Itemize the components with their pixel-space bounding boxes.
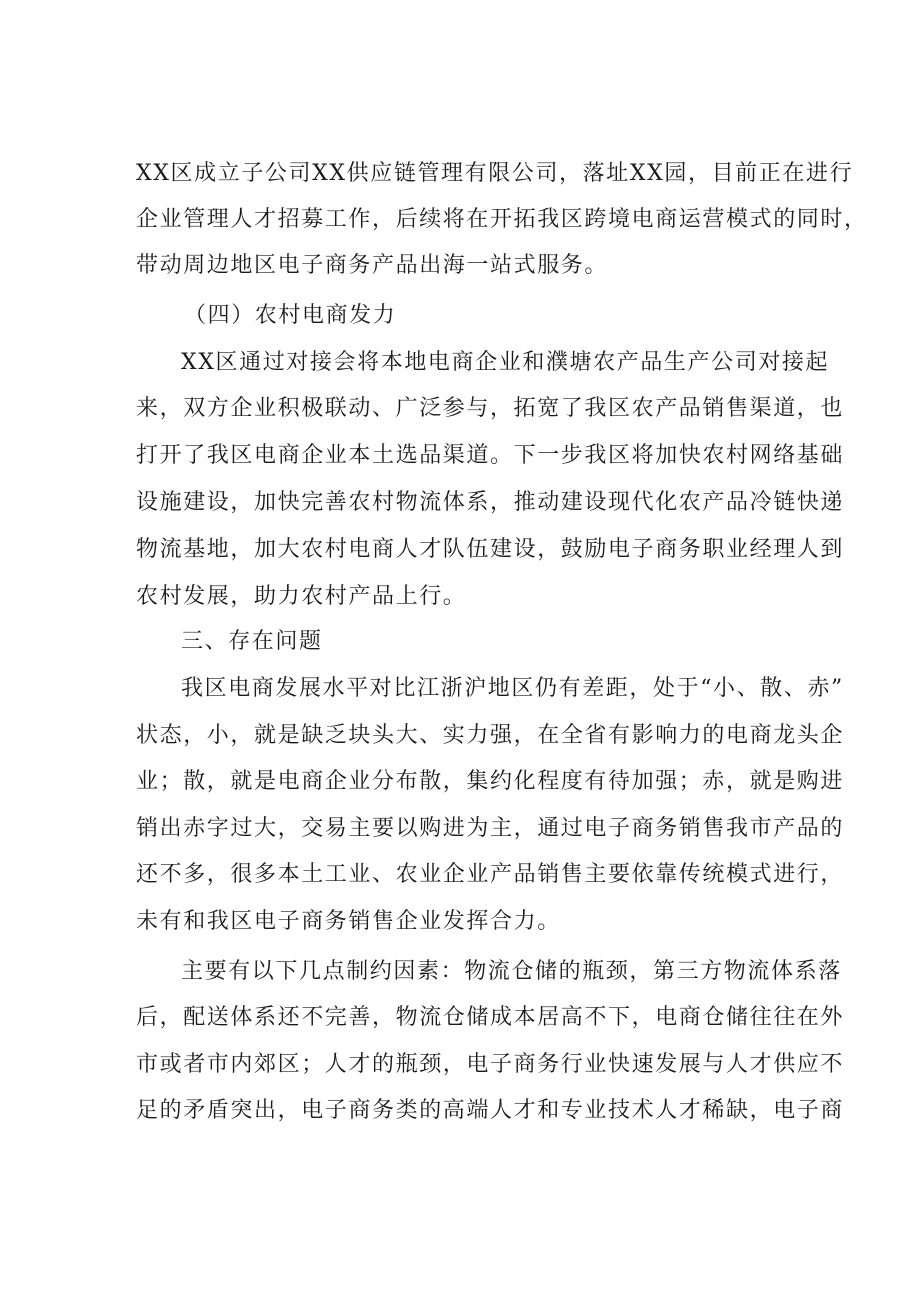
paragraph-line: 来，双方企业积极联动、广泛参与，拓宽了我区农产品销售渠道，也 [136, 396, 845, 421]
paragraph-line: 足的矛盾突出，电子商务类的高端人才和专业技术人才稀缺，电子商 [136, 1098, 845, 1123]
paragraph-line: 我区电商发展水平对比江浙沪地区仍有差距，处于“小、散、赤” [181, 676, 844, 701]
paragraph-line: 打开了我区电商企业本土选品渠道。下一步我区将加快农村网络基础 [136, 443, 845, 468]
paragraph-line: XX区成立子公司XX供应链管理有限公司，落址XX园，目前正在进行 [136, 161, 854, 186]
paragraph-line: 物流基地，加大农村电商人才队伍建设，鼓励电子商务职业经理人到 [136, 537, 845, 562]
paragraph-line: 状态，小，就是缺乏块头大、实力强，在全省有影响力的电商龙头企 [136, 723, 845, 748]
paragraph-line: XX区通过对接会将本地电商企业和濮塘农产品生产公司对接起 [181, 350, 830, 375]
section-heading: （四）农村电商发力 [184, 303, 397, 328]
paragraph-line: 后，配送体系还不完善，物流仓储成本居高不下，电商仓储往往在外 [136, 1005, 845, 1030]
paragraph-line: 企业管理人才招募工作，后续将在开拓我区跨境电商运营模式的同时， [136, 207, 868, 232]
paragraph-line: 未有和我区电子商务销售企业发挥合力。 [136, 909, 561, 934]
paragraph-line: 销出赤字过大，交易主要以购进为主，通过电子商务销售我市产品的 [136, 816, 845, 841]
paragraph-line: 还不多，很多本土工业、农业企业产品销售主要依靠传统模式进行， [136, 862, 845, 887]
paragraph-line: 带动周边地区电子商务产品出海一站式服务。 [136, 253, 609, 278]
paragraph-line: 设施建设，加快完善农村物流体系，推动建设现代化农产品冷链快递 [136, 490, 845, 515]
paragraph-line: 农村发展，助力农村产品上行。 [136, 584, 467, 609]
section-heading: 三、存在问题 [181, 629, 323, 654]
paragraph-line: 市或者市内郊区；人才的瓶颈，电子商务行业快速发展与人才供应不 [136, 1052, 845, 1077]
paragraph-line: 主要有以下几点制约因素：物流仓储的瓶颈，第三方物流体系落 [181, 959, 842, 984]
paragraph-line: 业；散，就是电商企业分布散，集约化程度有待加强；赤，就是购进 [136, 769, 845, 794]
